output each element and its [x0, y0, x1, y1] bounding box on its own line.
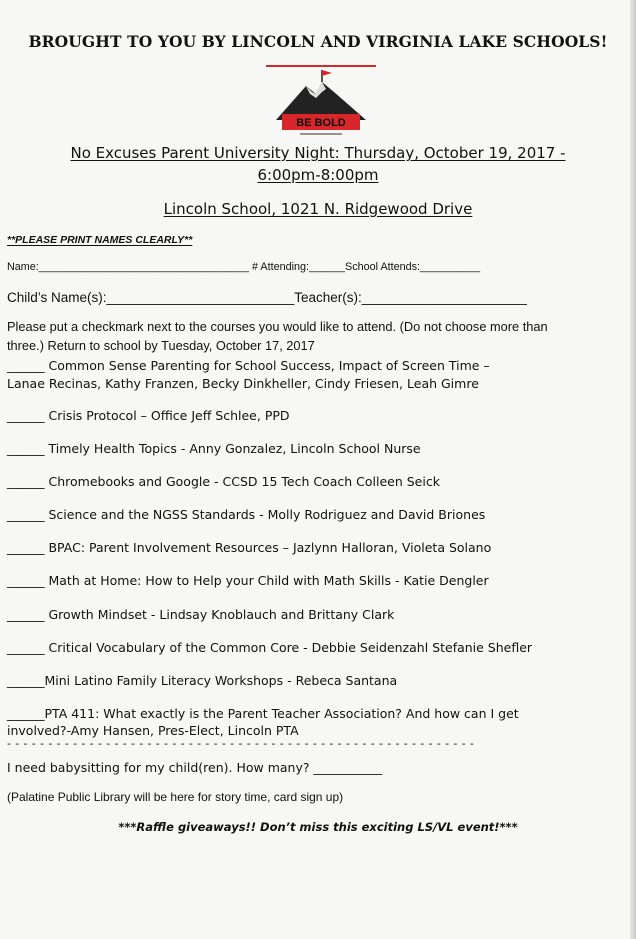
course-text: BPAC: Parent Involvement Resources – Jazlynn Halloran, Violeta Solano	[48, 540, 492, 555]
course-blank: ______	[7, 607, 49, 622]
course-item[interactable]	[7, 607, 394, 622]
course-blank: ______	[7, 441, 49, 456]
course-blank: ______	[7, 640, 49, 655]
course-blank: ______	[7, 706, 45, 721]
course-text: Mini Latino Family Literacy Workshops - Rebeca Santana	[44, 673, 398, 688]
course-item-continuation	[7, 376, 479, 391]
event-location: Lincoln School, 1021 N. Ridgewood Drive	[163, 200, 473, 218]
instructions-line1: Please put a checkmark next to the courses you would like to attend. (Do not choose more than	[7, 319, 548, 334]
course-item-continuation	[7, 723, 299, 738]
be-bold-logo	[262, 62, 380, 138]
course-item[interactable]	[7, 640, 532, 655]
course-text: Crisis Protocol – Office Jeff Schlee, PPD	[48, 408, 290, 423]
library-note: (Palatine Public Library will be here for story time, card sign up)	[7, 790, 344, 804]
course-item[interactable]	[7, 573, 489, 588]
child-teacher-line[interactable]: Child’s Name(s):_________________________Teacher(s):______________________	[7, 290, 527, 305]
course-text: Chromebooks and Google - CCSD 15 Tech Coach Colleen Seick	[48, 474, 440, 489]
course-blank: ______	[7, 358, 49, 373]
course-text: Growth Mindset - Lindsay Knoblauch and Brittany Clark	[48, 607, 395, 622]
course-text: Critical Vocabulary of the Common Core - Debbie Seidenzahl Stefanie Shefler	[48, 640, 533, 655]
course-item[interactable]	[7, 673, 397, 688]
course-blank: ______	[7, 673, 45, 688]
course-item[interactable]	[7, 507, 485, 522]
print-note: **PLEASE PRINT NAMES CLEARLY**	[7, 234, 193, 246]
divider-dash-line: - - - - - - - - - - - - - - - - - - - - - - - - - - - - - - - - - - - - - - - - - - - - - - - - - - - - - - - - -	[7, 737, 475, 750]
course-blank: ______	[7, 408, 49, 423]
course-text: Common Sense Parenting for School Success, Impact of Screen Time –	[48, 358, 490, 373]
course-item[interactable]	[7, 441, 421, 456]
event-title-line2: 6:00pm-8:00pm	[257, 166, 379, 184]
course-item[interactable]	[7, 358, 490, 373]
course-text: PTA 411: What exactly is the Parent Teacher Association? And how can I get	[44, 706, 519, 721]
course-blank: ______	[7, 540, 49, 555]
babysitting-line[interactable]: I need babysitting for my child(ren). How many? ___________	[7, 760, 383, 775]
header-title: BROUGHT TO YOU BY LINCOLN AND VIRGINIA LAKE SCHOOLS!	[28, 32, 608, 51]
course-item[interactable]	[7, 408, 290, 423]
course-item[interactable]	[7, 706, 519, 721]
course-item[interactable]	[7, 474, 440, 489]
event-title-line1: No Excuses Parent University Night: Thursday, October 19, 2017 -	[70, 144, 566, 162]
course-blank: ______	[7, 474, 49, 489]
course-item[interactable]	[7, 540, 491, 555]
course-text: Science and the NGSS Standards - Molly Rodriguez and David Briones	[48, 507, 486, 522]
name-attending-line[interactable]: Name:___________________________________ # Attending:______School Attends:__________	[7, 261, 481, 273]
course-blank: ______	[7, 573, 49, 588]
logo-text: BE BOLD	[296, 117, 346, 129]
course-text: Math at Home: How to Help your Child with Math Skills - Katie Dengler	[48, 573, 489, 588]
instructions-line2: three.) Return to school by Tuesday, October 17, 2017	[7, 338, 315, 353]
raffle-note: ***Raffle giveaways!! Don’t miss this exciting LS/VL event!***	[118, 820, 518, 834]
course-text: Timely Health Topics - Anny Gonzalez, Lincoln School Nurse	[48, 441, 421, 456]
course-text-line2: involved?-Amy Hansen, Pres-Elect, Lincoln PTA	[7, 723, 299, 738]
course-text-line2: Lanae Recinas, Kathy Franzen, Becky Dinkheller, Cindy Friesen, Leah Gimre	[7, 376, 479, 391]
course-blank: ______	[7, 507, 49, 522]
